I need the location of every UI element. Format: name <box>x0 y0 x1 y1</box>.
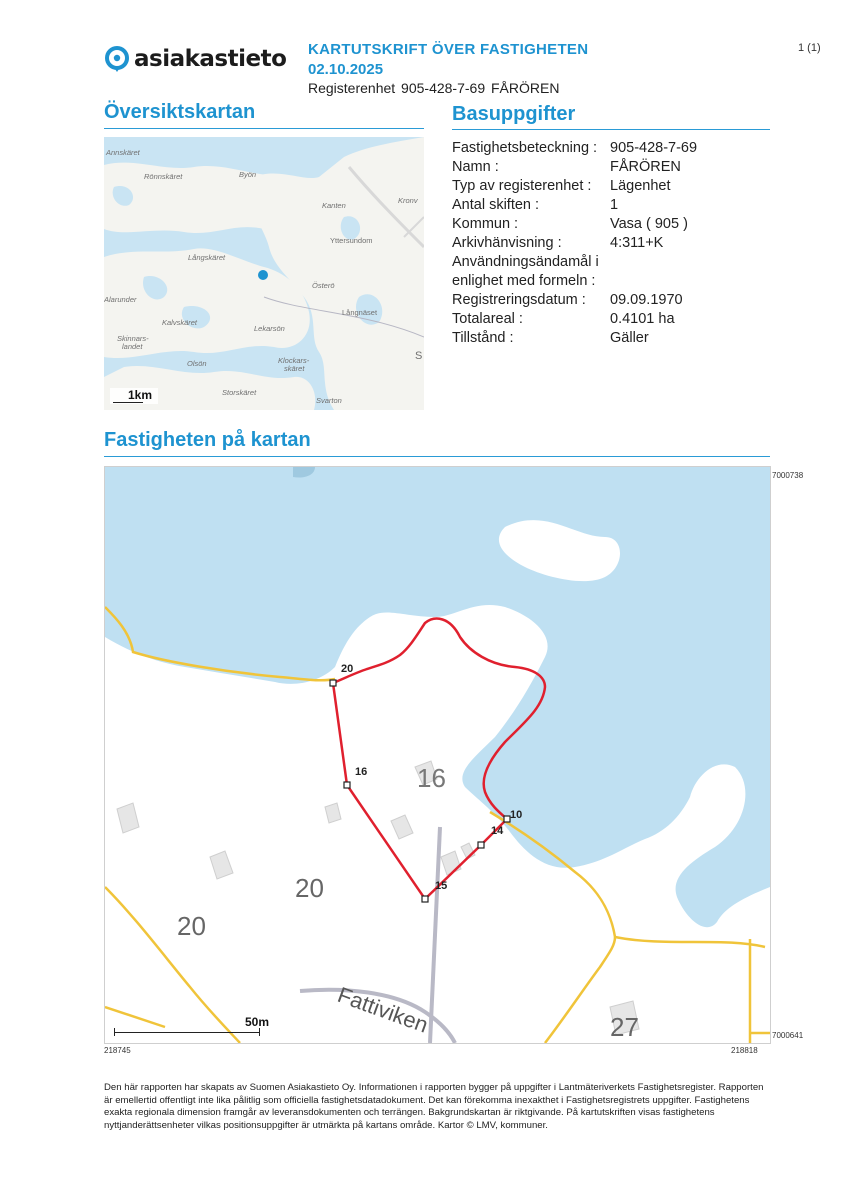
coord-bottom-mid: 218818 <box>731 1046 758 1055</box>
parcel-number: 20 <box>177 911 206 941</box>
fact-label: enlighet med formeln : <box>452 273 596 289</box>
fact-row <box>452 177 697 196</box>
svg-text:landet: landet <box>122 342 143 351</box>
overview-heading-rule <box>104 128 424 129</box>
svg-text:Alarunder: Alarunder <box>104 295 137 304</box>
fact-label: Tillstånd : <box>452 330 514 346</box>
parcel-number: 20 <box>295 873 324 903</box>
fact-label: Arkivhänvisning : <box>452 235 562 251</box>
overview-map <box>104 137 424 410</box>
overview-map-heading: Översiktskartan <box>104 101 256 123</box>
fact-label: Namn : <box>452 159 499 175</box>
svg-text:Långskäret: Långskäret <box>188 253 226 262</box>
fact-row <box>452 158 697 177</box>
svg-text:Olsön: Olsön <box>187 359 207 368</box>
basic-info-table <box>452 139 697 348</box>
svg-text:Yttersundom: Yttersundom <box>330 236 373 245</box>
footer-disclaimer: Den här rapporten har skapats av Suomen Asiakastieto Oy. Informationen i rapporten bygger på uppgifter i Lantmäteriverkets Fastighetsregister. Rapporten är emellertid offentligt inte lika pålitlig som officiella fastighetsdatadokument. Det kan förekomma inexakthet i Fastighetsregistrets uppgifter. Fastighetens exakta regionala dimension framgår av leveransdokumenten och terrängen. Bakgrundskartan är riktgivande. På kartutskriften visas fastighetens nyttjanderättsenheter vilkas positionsuppgifter är utmärkta på kartans område. Kartor © LMV, kommuner. <box>104 1082 764 1131</box>
boundary-point-label: 10 <box>510 809 523 821</box>
fact-label: Typ av registerenhet : <box>452 178 592 194</box>
asiakastieto-logo <box>104 46 286 72</box>
road-name-label: Fattiviken <box>334 982 432 1038</box>
coord-bottom-right: 7000641 <box>772 1031 804 1040</box>
fact-value: Lägenhet <box>610 178 671 194</box>
svg-text:Lekarsön: Lekarsön <box>254 324 285 333</box>
coord-bottom-left: 218745 <box>104 1046 131 1055</box>
svg-text:Skinnars-: Skinnars- <box>117 334 149 343</box>
fact-row <box>452 234 697 253</box>
fact-row <box>452 310 697 329</box>
document-title: KARTUTSKRIFT ÖVER FASTIGHETEN <box>308 41 589 58</box>
fact-value: 09.09.1970 <box>610 292 683 308</box>
svg-text:S: S <box>415 350 423 362</box>
boundary-point-label: 16 <box>355 766 368 778</box>
svg-text:Storskäret: Storskäret <box>222 388 257 397</box>
property-scale-bar <box>114 1032 260 1033</box>
svg-text:Kronv: Kronv <box>398 196 418 205</box>
fact-label: Totalareal : <box>452 311 523 327</box>
fact-value: 1 <box>610 197 619 213</box>
svg-text:Kalvskäret: Kalvskäret <box>162 318 198 327</box>
parcel-number: 16 <box>417 763 446 793</box>
fact-label: Användningsändamål i <box>452 254 599 270</box>
overview-map-graphic <box>104 137 424 410</box>
page-number: 1 (1) <box>798 42 821 54</box>
property-map-heading: Fastigheten på kartan <box>104 429 311 451</box>
fact-value: FÅRÖREN <box>610 159 681 175</box>
document-date: 02.10.2025 <box>308 61 384 78</box>
parcel-number: 27 <box>610 1012 639 1042</box>
svg-text:Klockars-: Klockars- <box>278 356 310 365</box>
basic-heading-rule <box>452 129 770 130</box>
coord-top-right: 7000738 <box>772 471 804 480</box>
fact-value: 0.4101 ha <box>610 311 675 327</box>
svg-text:Rönnskäret: Rönnskäret <box>144 172 183 181</box>
fact-label: Antal skiften : <box>452 197 540 213</box>
svg-text:Byön: Byön <box>239 170 257 179</box>
fact-row <box>452 291 697 310</box>
fact-value: 4:311+K <box>610 235 664 251</box>
svg-text:Långnäset: Långnäset <box>342 308 378 317</box>
fact-row <box>452 272 697 291</box>
registry-unit: Registerenhet 905-428-7-69 FÅRÖREN <box>308 80 560 96</box>
property-map-graphic <box>105 467 770 1043</box>
property-map <box>104 466 771 1044</box>
fact-value: 905-428-7-69 <box>610 140 698 156</box>
boundary-point-label: 14 <box>491 825 504 837</box>
property-scale-label: 50m <box>245 1015 270 1029</box>
location-pin-icon <box>104 46 130 72</box>
overview-scale-label: 1km <box>128 388 153 402</box>
boundary-point-label: 20 <box>341 663 354 675</box>
overview-scale-bar <box>113 402 143 403</box>
scale-tick <box>114 1028 115 1036</box>
fact-row <box>452 139 697 158</box>
fact-row <box>452 253 697 272</box>
fact-label: Kommun : <box>452 216 519 232</box>
fact-row <box>452 329 697 348</box>
scale-tick <box>259 1028 260 1036</box>
basic-info-heading: Basuppgifter <box>452 103 576 125</box>
fact-value: Gäller <box>610 330 649 346</box>
property-heading-rule <box>104 456 770 457</box>
svg-text:Kanten: Kanten <box>322 201 346 210</box>
svg-text:Svarton: Svarton <box>316 396 342 405</box>
fact-row <box>452 196 697 215</box>
logo-text: asiakastieto <box>134 46 287 72</box>
svg-text:skäret: skäret <box>284 364 305 373</box>
fact-row <box>452 215 697 234</box>
fact-label: Fastighetsbeteckning : <box>452 140 598 156</box>
boundary-point-label: 15 <box>435 880 448 892</box>
fact-label: Registreringsdatum : <box>452 292 586 308</box>
svg-text:Österö: Österö <box>312 281 335 290</box>
fact-value: Vasa ( 905 ) <box>610 216 688 232</box>
svg-text:Annskäret: Annskäret <box>106 148 140 157</box>
